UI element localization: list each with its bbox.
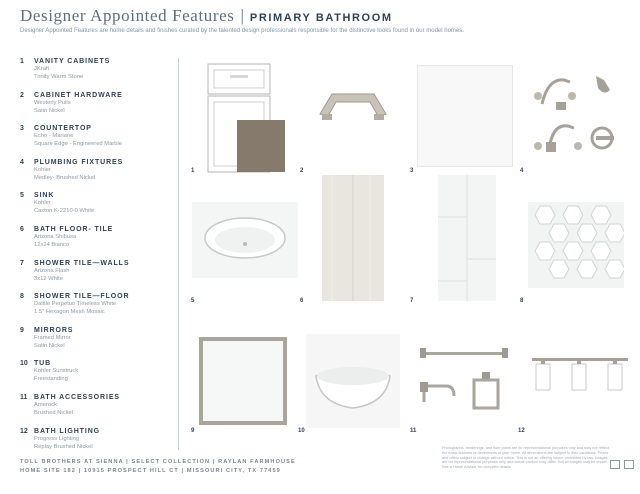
feature-number: 8 <box>20 293 24 301</box>
swatch-number: 1 <box>191 168 195 174</box>
bath-accessories-swatch <box>418 342 514 416</box>
feature-detail: Kohler <box>34 166 51 173</box>
feature-detail: Freestanding <box>34 376 68 383</box>
feature-item <box>20 92 170 126</box>
feature-detail: Square Edge - Engineered Marble <box>34 141 122 148</box>
swatch-number: 5 <box>191 298 195 304</box>
feature-title: MIRRORS <box>34 326 74 334</box>
feature-number: 3 <box>20 125 24 133</box>
feature-number: 7 <box>20 259 24 267</box>
feature-title: COUNTERTOP <box>34 125 92 133</box>
feature-item <box>20 293 170 327</box>
feature-title: CABINET HARDWARE <box>34 91 123 99</box>
accessibility-logo <box>624 460 634 469</box>
address-line: HOME SITE 182 | 10915 PROSPECT HILL CT | MISSOURI CITY, TX 77459 <box>20 468 281 474</box>
swatch-number: 10 <box>298 428 305 434</box>
bath-light-swatch <box>528 350 632 400</box>
swatch-number: 7 <box>410 298 414 304</box>
swatch-number: 6 <box>300 298 304 304</box>
feature-title: SHOWER TILE—FLOOR <box>34 293 130 301</box>
feature-title: BATH LIGHTING <box>34 427 101 435</box>
feature-item <box>20 125 170 159</box>
feature-number: 1 <box>20 58 24 65</box>
feature-title: BATH ACCESSORIES <box>34 393 120 401</box>
feature-list <box>20 58 170 461</box>
feature-number: 4 <box>20 158 24 166</box>
feature-detail: Daltile Perpetuo Timeless White <box>34 301 117 308</box>
swatch-number: 9 <box>191 428 195 434</box>
column-divider <box>178 58 179 450</box>
page-title: Designer Appointed Features <box>20 6 235 25</box>
mirror-swatch <box>198 336 288 426</box>
feature-number: 11 <box>20 393 28 401</box>
swatch-number: 12 <box>518 428 525 434</box>
community-line: TOLL BROTHERS AT SIENNA | SELECT COLLECTION | RAYLAN FARMHOUSE <box>20 459 296 465</box>
vanity-cabinet-swatch <box>206 62 288 174</box>
feature-number: 5 <box>20 192 24 200</box>
swatch-number: 4 <box>520 168 524 174</box>
feature-detail: Satin Nickel <box>34 342 65 349</box>
feature-detail: Satin Nickel <box>34 107 65 114</box>
swatch-number: 8 <box>520 298 524 304</box>
floor-tile-swatch <box>322 175 384 301</box>
feature-detail: Echo - Mariane <box>34 133 74 140</box>
feature-title: SHOWER TILE—WALLS <box>34 259 130 267</box>
feature-number: 12 <box>20 427 28 435</box>
swatch-number: 2 <box>300 168 304 174</box>
wall-tile-swatch <box>438 175 496 301</box>
cabinet-pull-swatch <box>314 84 394 128</box>
sink-swatch <box>192 202 298 278</box>
feature-item <box>20 428 170 462</box>
title-row <box>20 6 630 26</box>
swatch-number: 11 <box>410 428 417 434</box>
feature-detail: 3x12 White <box>34 275 63 282</box>
title-separator: | <box>240 6 244 25</box>
feature-detail: Amerock <box>34 401 57 408</box>
legal-disclaimer: Photographs, renderings, and floor plans are for representational purposes only and may not reflect the exact features or dimensions of your home. All dimensions are subject to field variations. Prices and offers subject to change without notice. This is not an offering where prohibited by law. Images are for representational purposes only and actual product may differ. Not all images may be shown. See a Home Advisor for complete details. <box>442 446 609 470</box>
feature-number: 9 <box>20 326 24 334</box>
feature-detail: Replay Brushed Nickel <box>34 443 93 450</box>
feature-detail: Framed Mirror <box>34 334 71 341</box>
feature-item <box>20 58 170 92</box>
feature-detail: 1.5" Hexagon Mesh Mosaic <box>34 309 105 316</box>
feature-item <box>20 226 170 260</box>
feature-item <box>20 192 170 226</box>
feature-item <box>20 360 170 394</box>
page-footer <box>20 458 296 476</box>
feature-item <box>20 394 170 428</box>
tub-swatch <box>306 334 400 428</box>
feature-detail: Medley- Brushed Nickel <box>34 174 96 181</box>
plumbing-fixtures-swatch <box>528 66 624 160</box>
feature-item <box>20 159 170 193</box>
feature-detail: Brushed Nickel <box>34 409 73 416</box>
feature-title: PLUMBING FIXTURES <box>34 158 124 166</box>
feature-detail: Kohler <box>34 200 51 207</box>
equal-housing-logo <box>610 460 620 469</box>
feature-detail: 12x24 Bianco <box>34 241 70 248</box>
feature-detail: JKraft <box>34 66 50 72</box>
feature-detail: Arizona Flash <box>34 267 70 274</box>
feature-detail: Progress Lighting <box>34 435 80 442</box>
hexagon-tile-swatch <box>528 202 624 288</box>
room-title: PRIMARY BATHROOM <box>249 12 393 24</box>
feature-item <box>20 327 170 361</box>
feature-item <box>20 260 170 294</box>
feature-detail: Kohler Sunstruck <box>34 368 79 375</box>
page-header <box>20 6 630 34</box>
feature-title: BATH FLOOR- TILE <box>34 225 114 233</box>
feature-title: SINK <box>34 192 55 200</box>
feature-number: 10 <box>20 360 28 368</box>
feature-detail: Caxton K-2210-0 White <box>34 208 95 215</box>
countertop-swatch <box>417 65 513 167</box>
page-description: Designer Appointed Features are home details and finishes curated by the talented design professionals responsible for the distinctive looks found in our model homes. <box>20 28 464 34</box>
feature-detail: Trinity Warm Stone <box>34 74 84 80</box>
feature-detail: Westerly Pulls <box>34 99 71 106</box>
swatch-number: 3 <box>410 168 414 174</box>
feature-title: TUB <box>34 360 52 368</box>
feature-number: 2 <box>20 91 24 99</box>
feature-detail: Arizona Shibusa <box>34 233 77 240</box>
feature-number: 6 <box>20 225 24 233</box>
feature-title: VANITY CABINETS <box>34 58 111 65</box>
